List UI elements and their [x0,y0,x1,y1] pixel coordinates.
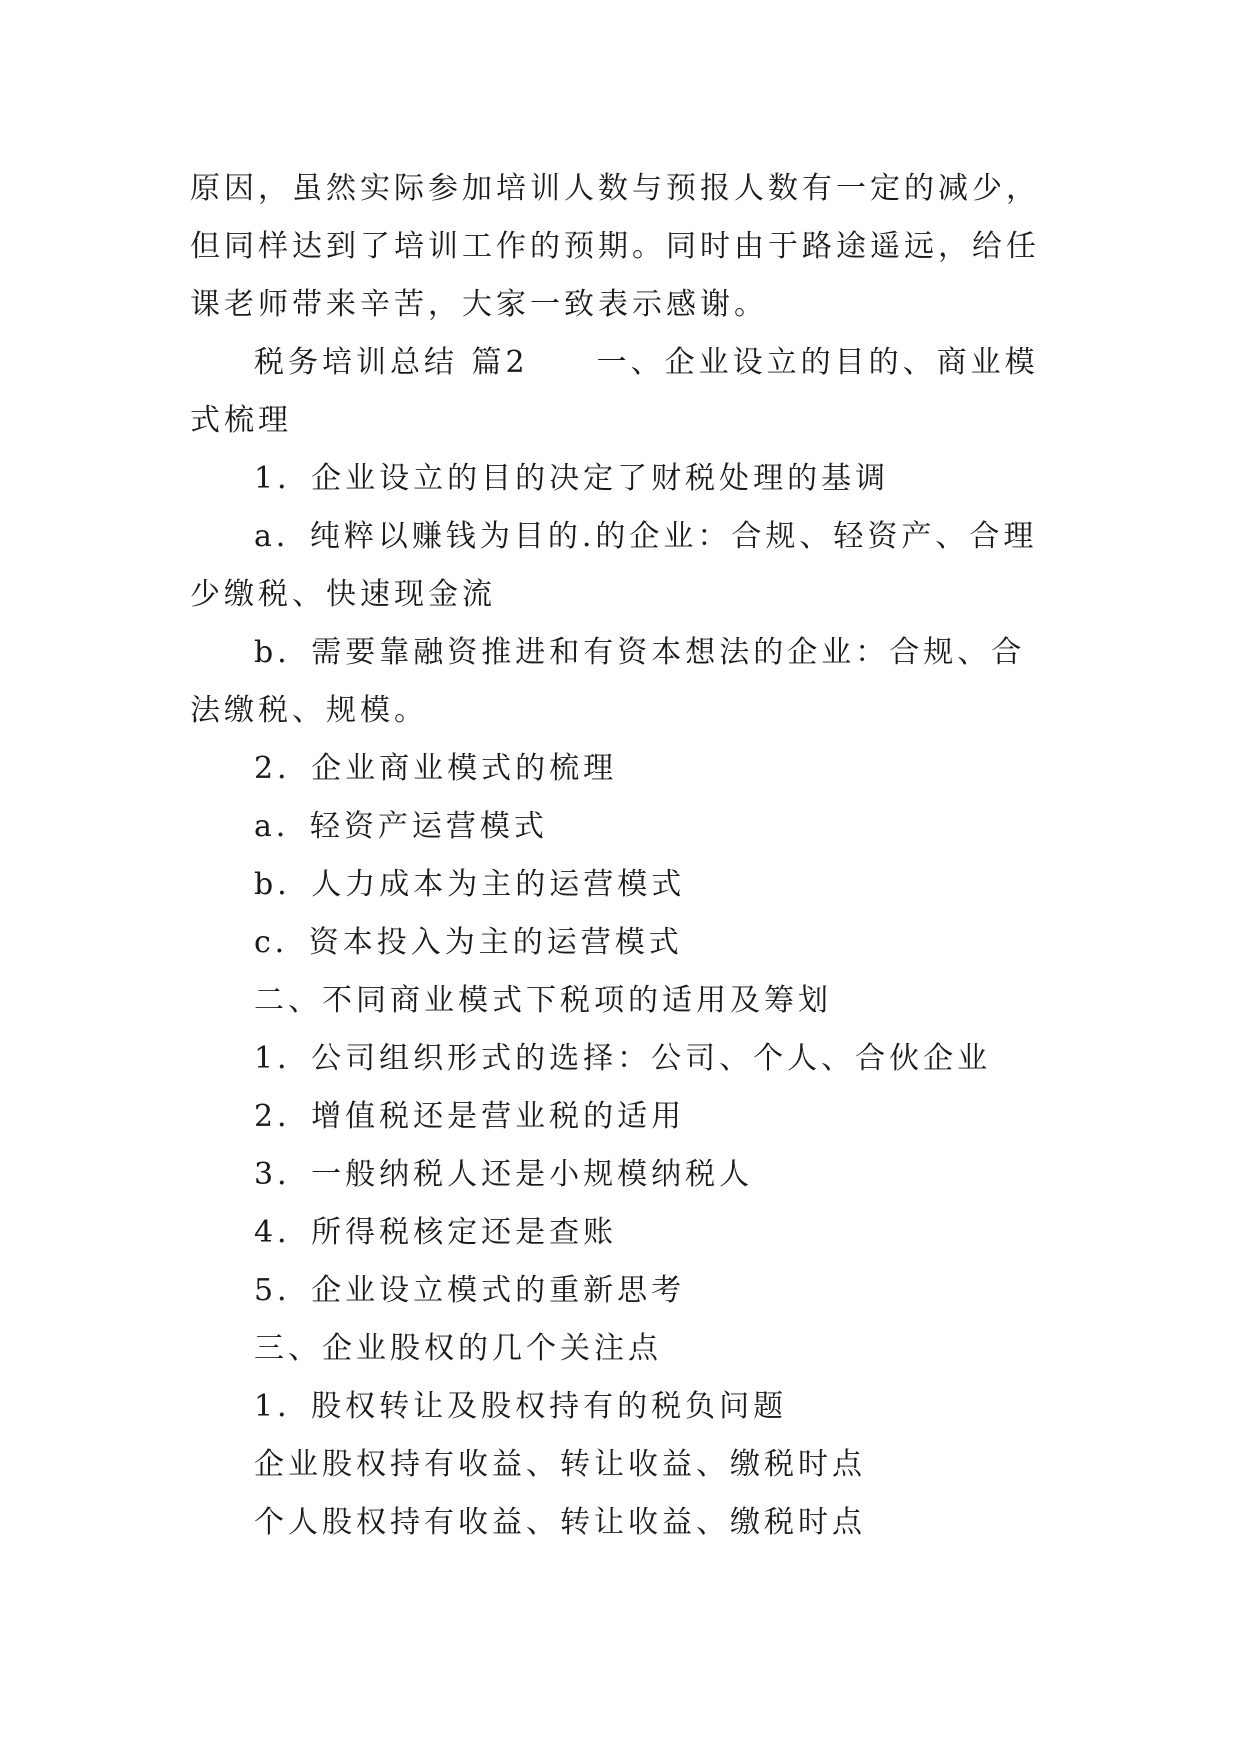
document-body [190,160,1050,1552]
list-item: 个人股权持有收益、转让收益、缴税时点 [254,1505,866,1540]
paragraph: 原因，虽然实际参加培训人数与预报人数有一定的减少，但同样达到了培训工作的预期。同时由于路途遥远，给任课老师带来辛苦，大家一致表示感谢。 [190,171,1040,322]
section-heading: 税务培训总结 篇2 一、企业设立的目的、商业模式梳理 [190,345,1039,438]
list-item: 企业股权持有收益、转让收益、缴税时点 [254,1447,866,1482]
list-item: a．纯粹以赚钱为目的.的企业：合规、轻资产、合理少缴税、快速现金流 [190,519,1038,612]
section-heading: 二、不同商业模式下税项的适用及筹划 [254,983,832,1018]
list-item: 4．所得税核定还是查账 [254,1215,618,1250]
list-item: 2．企业商业模式的梳理 [254,751,618,786]
list-item: b．需要靠融资推进和有资本想法的企业：合规、合法缴税、规模。 [190,635,1026,728]
list-item: 1．公司组织形式的选择：公司、个人、合伙企业 [254,1041,992,1076]
list-item: 1．股权转让及股权持有的税负问题 [254,1389,788,1424]
list-item: a．轻资产运营模式 [254,809,548,844]
list-item: 2．增值税还是营业税的适用 [254,1099,686,1134]
list-item: b．人力成本为主的运营模式 [254,867,686,902]
list-item: 5．企业设立模式的重新思考 [254,1273,686,1308]
list-item: 1．企业设立的目的决定了财税处理的基调 [254,461,890,496]
list-item: c．资本投入为主的运营模式 [254,925,683,960]
section-heading: 三、企业股权的几个关注点 [254,1331,662,1366]
list-item: 3．一般纳税人还是小规模纳税人 [254,1157,754,1192]
